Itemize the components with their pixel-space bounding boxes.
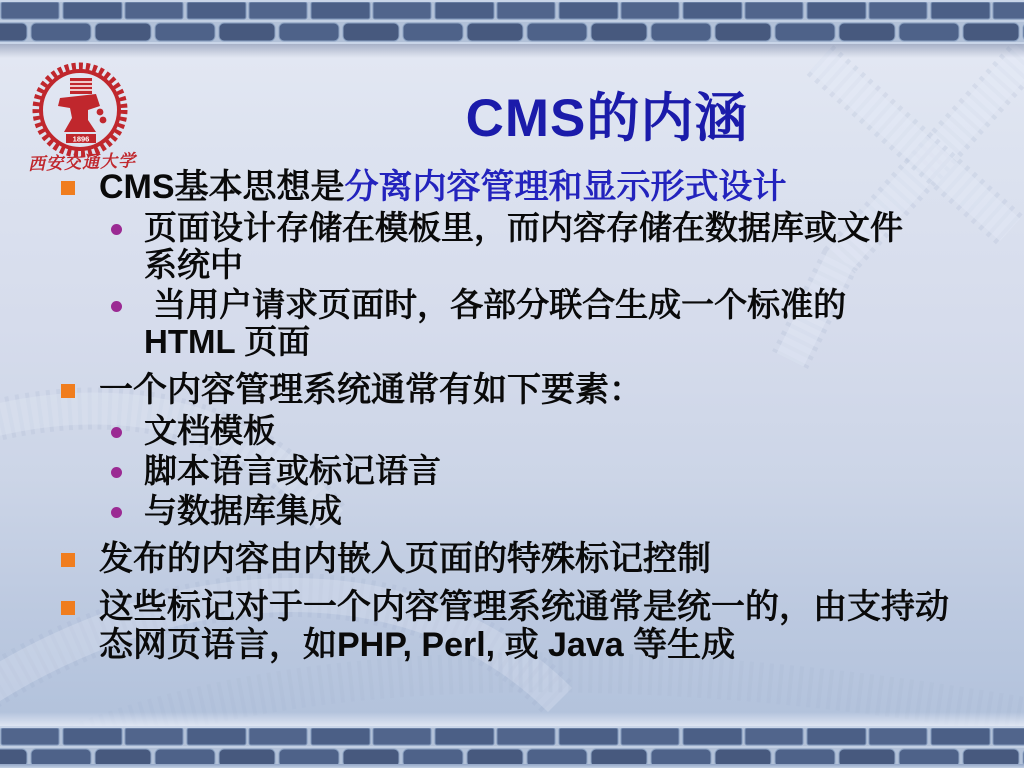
- square-bullet-marker: [61, 601, 75, 615]
- slide-title: CMS的内涵: [465, 89, 749, 148]
- bullet-text: 脚本语言或标记语言: [144, 451, 441, 489]
- bullet-text: [99, 168, 787, 206]
- square-bullet-marker: [61, 181, 75, 195]
- bullet-text: 发布的内容由内嵌入页面的特殊标记控制: [99, 539, 711, 578]
- dot-bullet-marker: [111, 224, 122, 235]
- dot-bullet-marker: [111, 507, 122, 518]
- bottom-filmstrip-border: [0, 726, 1024, 764]
- dot-bullet-marker: [111, 467, 122, 478]
- bullet-item: [55, 371, 970, 409]
- dot-bullet-marker: [111, 301, 122, 312]
- square-bullet-marker: [61, 553, 75, 567]
- bullet-text: 文档模板: [144, 411, 276, 449]
- sub-bullet-item: [103, 413, 970, 450]
- bullet-text: 与数据库集成: [144, 491, 342, 529]
- bullet-text-segment: CMS基本思想是: [99, 168, 345, 206]
- bullet-text: 一个内容管理系统通常有如下要素：: [99, 370, 643, 409]
- logo-emblem: [58, 78, 106, 143]
- bullet-item: [55, 168, 970, 206]
- square-bullet-marker: [61, 384, 75, 398]
- bottom-edge-line: [0, 764, 1024, 768]
- sub-bullet-item: [103, 453, 970, 490]
- logo-university-name: 西安交通大学: [27, 151, 137, 174]
- top-filmstrip-border: [0, 0, 1024, 44]
- sub-bullet-item: [103, 493, 970, 530]
- dot-bullet-marker: [111, 427, 122, 438]
- bullet-text-segment: 分离内容管理和显示形式设计: [344, 168, 787, 206]
- bottom-border-glow: [0, 712, 1024, 726]
- bullet-item: [55, 588, 970, 664]
- top-border-shadow: [0, 44, 1024, 58]
- sub-bullet-item: [103, 210, 970, 284]
- bullet-item: [55, 540, 970, 578]
- logo-year: 1896: [72, 134, 90, 144]
- bullet-text: 当用户请求页面时，各部分联合生成一个标准的HTML 页面: [144, 285, 847, 360]
- bullet-text: 这些标记对于一个内容管理系统通常是统一的，由支持动态网页语言，如PHP, Perl, 或 Java 等生成: [99, 587, 949, 664]
- sub-bullet-item: [103, 287, 970, 361]
- bullet-text: 页面设计存储在模板里，而内容存储在数据库或文件系统中: [144, 209, 903, 284]
- bullet-list: [55, 158, 970, 668]
